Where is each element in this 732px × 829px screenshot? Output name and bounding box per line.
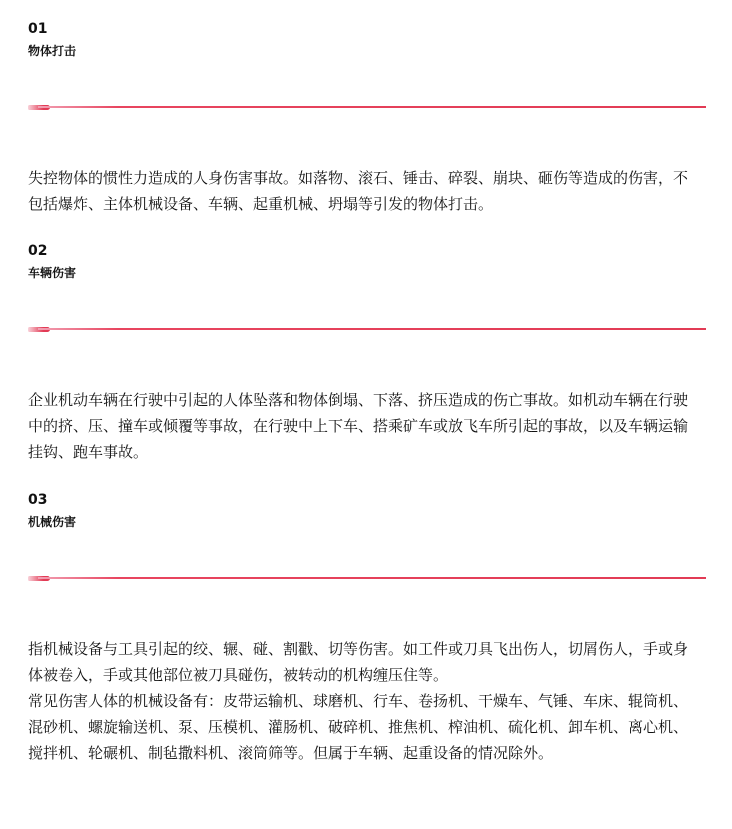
section-body	[28, 165, 700, 217]
body-paragraph: 失控物体的惯性力造成的人身伤害事故。如落物、滚石、锤击、碎裂、崩块、砸伤等造成的伤害，不包括爆炸、主体机械设备、车辆、起重机械、坍塌等引发的物体打击。	[28, 169, 689, 213]
section-title: 物体打击	[28, 44, 77, 58]
section-divider	[28, 576, 706, 581]
section-title: 机械伤害	[28, 515, 77, 529]
section-number: 01	[28, 21, 48, 37]
section-number: 03	[28, 492, 48, 508]
body-paragraph: 常见伤害人体的机械设备有：皮带运输机、球磨机、行车、卷扬机、干燥车、气锤、车床、辊筒机、混砂机、螺旋输送机、泵、压模机、灌肠机、破碎机、推焦机、榨油机、硫化机、卸车机、离心机、搅拌机、轮碾机、制毡撒料机、滚筒筛等。但属于车辆、起重设备的情况除外。	[28, 692, 689, 762]
divider-bar	[38, 577, 706, 579]
section-number: 02	[28, 243, 48, 259]
section-body	[28, 387, 700, 465]
section-body	[28, 636, 700, 766]
body-paragraph: 指机械设备与工具引起的绞、辗、碰、割戳、切等伤害。如工件或刀具飞出伤人，切屑伤人，手或身体被卷入，手或其他部位被刀具碰伤，被转动的机构缠压住等。	[28, 640, 689, 684]
section-divider	[28, 105, 706, 110]
section-title: 车辆伤害	[28, 266, 77, 280]
body-paragraph: 企业机动车辆在行驶中引起的人体坠落和物体倒塌、下落、挤压造成的伤亡事故。如机动车辆在行驶中的挤、压、撞车或倾覆等事故，在行驶中上下车、搭乘矿车或放飞车所引起的事故，以及车辆运输挂钩、跑车事故。	[28, 391, 689, 461]
divider-bar	[38, 106, 706, 108]
divider-bar	[38, 328, 706, 330]
section-divider	[28, 327, 706, 332]
